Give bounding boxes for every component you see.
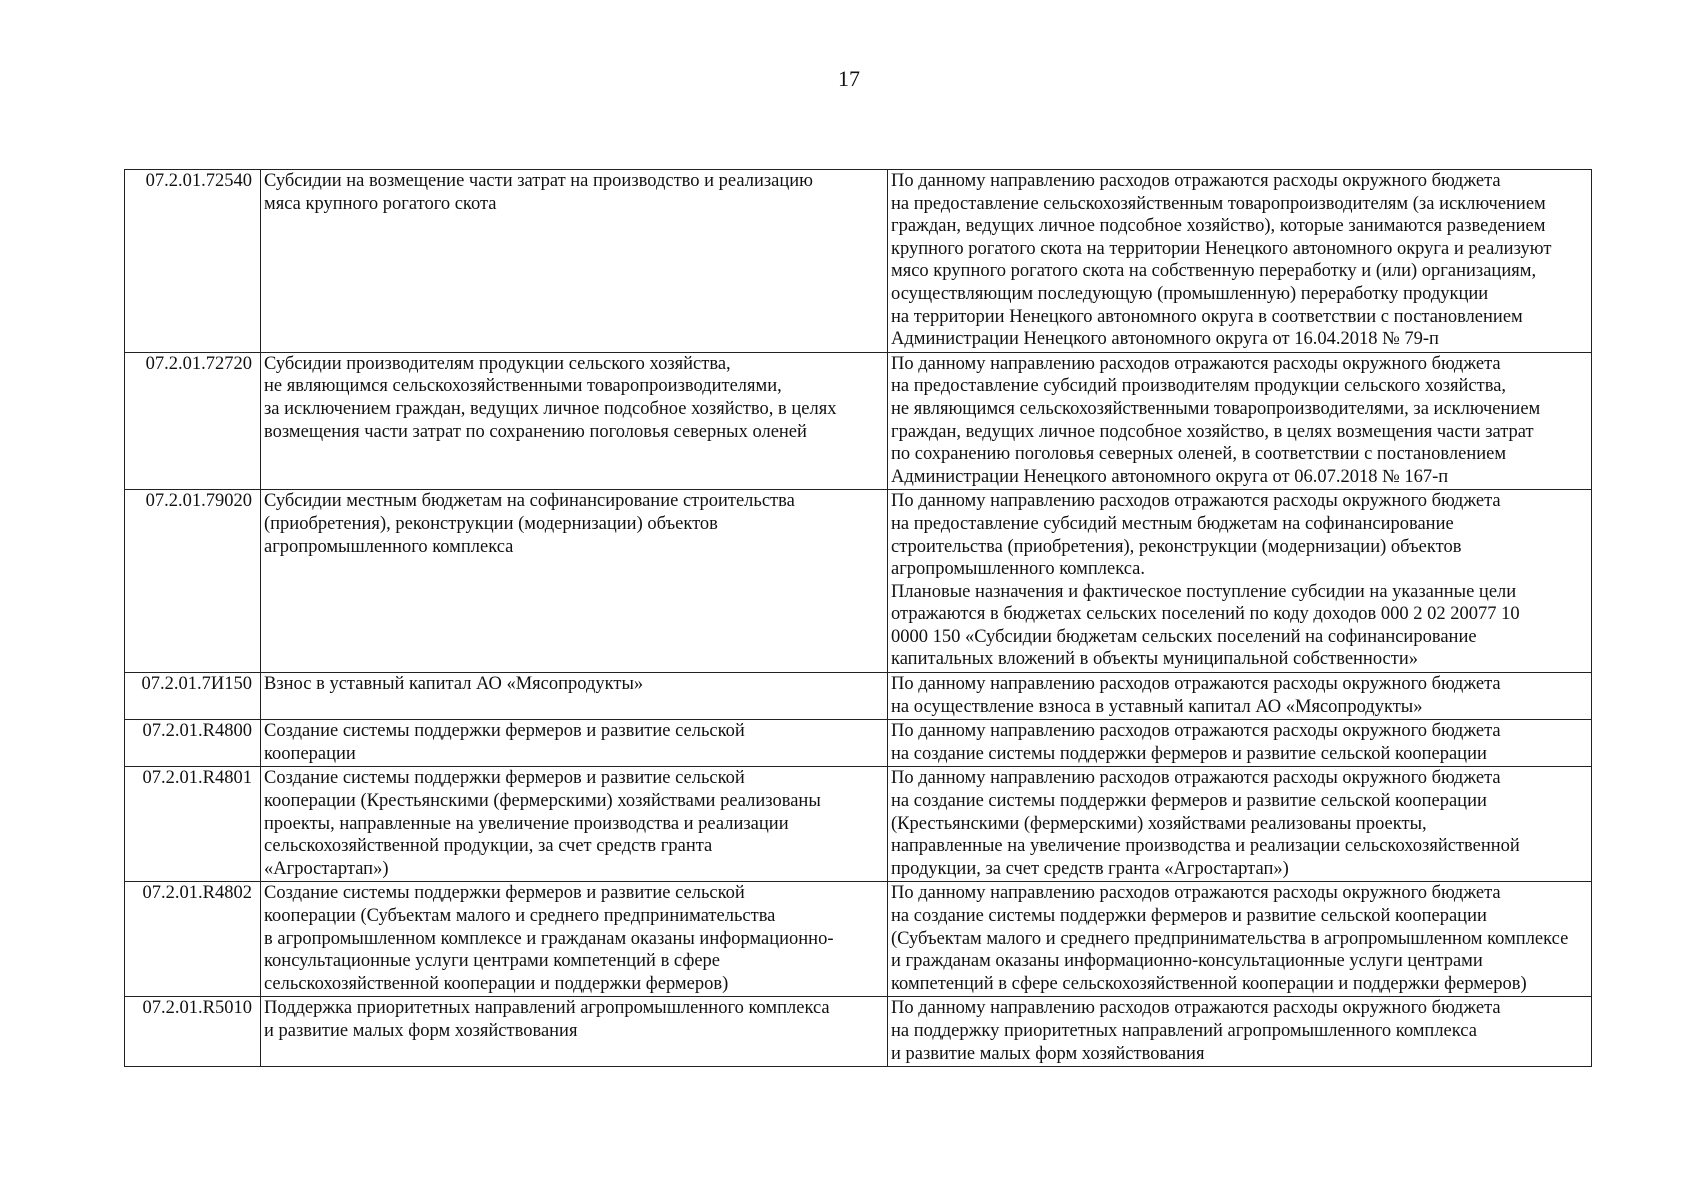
row-description: По данному направлению расходов отражаются расходы окружного бюджета на создание системы поддержки фермеров и развитие сельской кооперации (Субъектам малого и среднего предпринимательства в агропромышленном комплексе и гражданам оказаны информационно-консультационные услуги центрами компетенций в сфере сельскохозяйственной кооперации и поддержки фермеров) xyxy=(888,882,1592,997)
table-row xyxy=(125,997,1592,1067)
table-row xyxy=(125,490,1592,673)
row-name: Взнос в уставный капитал АО «Мясопродукты» xyxy=(261,673,888,720)
row-description: По данному направлению расходов отражаются расходы окружного бюджета на поддержку приоритетных направлений агропромышленного комплекса и развитие малых форм хозяйствования xyxy=(888,997,1592,1067)
row-name: Субсидии производителям продукции сельского хозяйства, не являющимся сельскохозяйственными товаропроизводителями, за исключением граждан, ведущих личное подсобное хозяйство, в целях возмещения части затрат по сохранению поголовья северных оленей xyxy=(261,352,888,490)
row-name: Поддержка приоритетных направлений агропромышленного комплекса и развитие малых форм хозяйствования xyxy=(261,997,888,1067)
row-code: 07.2.01.7И150 xyxy=(125,673,261,720)
row-name: Создание системы поддержки фермеров и развитие сельской кооперации (Субъектам малого и среднего предпринимательства в агропромышленном комплексе и гражданам оказаны информационно- консультационные услуги центрами компетенций в сфере сельскохозяйственной кооперации и поддержки фермеров) xyxy=(261,882,888,997)
table-row xyxy=(125,673,1592,720)
table-row xyxy=(125,882,1592,997)
row-description: По данному направлению расходов отражаются расходы окружного бюджета на создание системы поддержки фермеров и развитие сельской кооперации xyxy=(888,720,1592,767)
row-name: Создание системы поддержки фермеров и развитие сельской кооперации (Крестьянскими (фермерскими) хозяйствами реализованы проекты, направленные на увеличение производства и реализации сельскохозяйственной продукции, за счет средств гранта «Агростартап») xyxy=(261,767,888,882)
row-code: 07.2.01.79020 xyxy=(125,490,261,673)
row-code: 07.2.01.R4800 xyxy=(125,720,261,767)
row-code: 07.2.01.R4802 xyxy=(125,882,261,997)
row-name: Субсидии местным бюджетам на софинансирование строительства (приобретения), реконструкции (модернизации) объектов агропромышленного комплекса xyxy=(261,490,888,673)
row-description: По данному направлению расходов отражаются расходы окружного бюджета на предоставление субсидий местным бюджетам на софинансирование строительства (приобретения), реконструкции (модернизации) объектов агропромышленного комплекса. Плановые назначения и фактическое поступление субсидии на указанные цели отражаются в бюджетах сельских поселений по коду доходов 000 2 02 20077 10 0000 150 «Субсидии бюджетам сельских поселений на софинансирование капитальных вложений в объекты муниципальной собственности» xyxy=(888,490,1592,673)
row-code: 07.2.01.R5010 xyxy=(125,997,261,1067)
table-row xyxy=(125,767,1592,882)
row-code: 07.2.01.72720 xyxy=(125,352,261,490)
row-description: По данному направлению расходов отражаются расходы окружного бюджета на предоставление субсидий производителям продукции сельского хозяйства, не являющимся сельскохозяйственными товаропроизводителями, за исключением граждан, ведущих личное подсобное хозяйство, в целях возмещения части затрат по сохранению поголовья северных оленей, в соответствии с постановлением Администрации Ненецкого автономного округа от 06.07.2018 № 167-п xyxy=(888,352,1592,490)
row-code: 07.2.01.R4801 xyxy=(125,767,261,882)
table-row xyxy=(125,352,1592,490)
row-description: По данному направлению расходов отражаются расходы окружного бюджета на создание системы поддержки фермеров и развитие сельской кооперации (Крестьянскими (фермерскими) хозяйствами реализованы проекты, направленные на увеличение производства и реализации сельскохозяйственной продукции, за счет средств гранта «Агростартап») xyxy=(888,767,1592,882)
row-description: По данному направлению расходов отражаются расходы окружного бюджета на осуществление взноса в уставный капитал АО «Мясопродукты» xyxy=(888,673,1592,720)
table-row xyxy=(125,720,1592,767)
row-code: 07.2.01.72540 xyxy=(125,170,261,353)
row-name: Создание системы поддержки фермеров и развитие сельской кооперации xyxy=(261,720,888,767)
table-row xyxy=(125,170,1592,353)
row-name: Субсидии на возмещение части затрат на производство и реализацию мяса крупного рогатого скота xyxy=(261,170,888,353)
budget-classification-table xyxy=(124,169,1592,1067)
row-description: По данному направлению расходов отражаются расходы окружного бюджета на предоставление сельскохозяйственным товаропроизводителям (за исключением граждан, ведущих личное подсобное хозяйство), которые занимаются разведением крупного рогатого скота на территории Ненецкого автономного округа и реализуют мясо крупного рогатого скота на собственную переработку и (или) организациям, осуществляющим последующую (промышленную) переработку продукции на территории Ненецкого автономного округа в соответствии с постановлением Администрации Ненецкого автономного округа от 16.04.2018 № 79-п xyxy=(888,170,1592,353)
page-number: 17 xyxy=(838,66,860,91)
